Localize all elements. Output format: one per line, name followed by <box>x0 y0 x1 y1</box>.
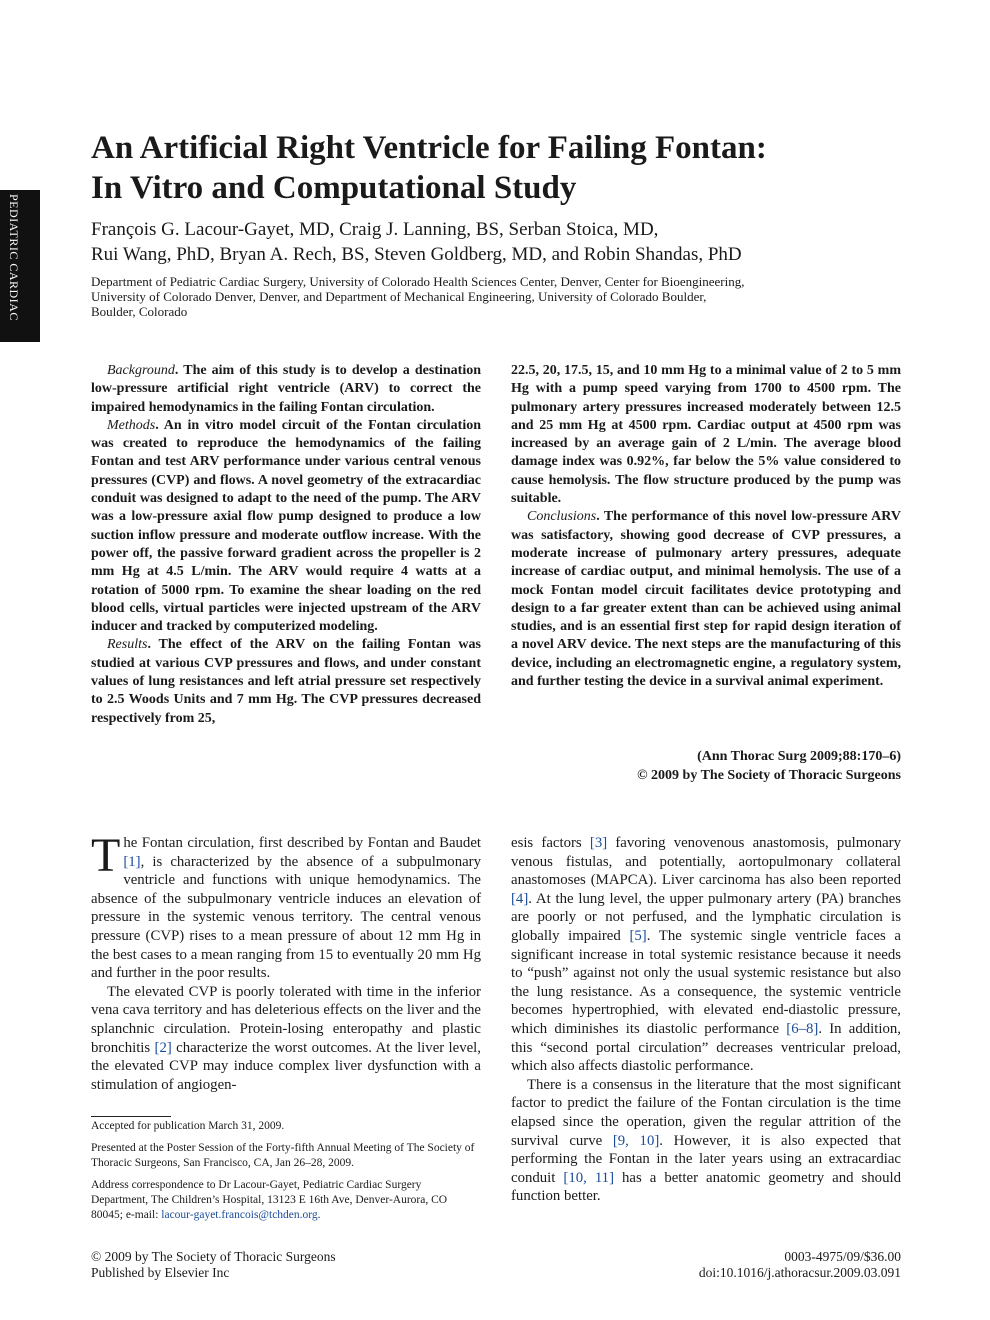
body-p2-text-a: The elevated CVP is poorly tolerated with time in the inferior vena cava territory and has deleterious effects on the liver and the splanchnic circulation. Protein-losing enteropathy and plastic bronchitis <box>91 983 481 1056</box>
body-r1-text-a: esis factors <box>511 835 590 851</box>
body-paragraph-2-continued <box>511 834 901 1076</box>
body-right-column <box>511 834 901 1206</box>
background-label: Background <box>107 363 175 378</box>
body-r1-text-b: favoring venovenous anastomosis, pulmonary venous fistulas, and potentially, aortopulmonary collateral anastomoses (MAPCA). Liver carcinoma has also been reported <box>511 835 901 889</box>
body-r2-text-b: . However, it is also expected that performing the Fontan in the later years using an extracardiac conduit <box>511 1132 901 1186</box>
footnote-address-end: . <box>317 1209 321 1221</box>
citation-block <box>511 748 901 785</box>
footer-copyright: © 2009 by The Society of Thoracic Surgeons <box>91 1249 336 1264</box>
reference-link-7[interactable]: [9, 10] <box>612 1132 660 1149</box>
body-p1-text-a: he Fontan circulation, first described by Fontan and Baudet <box>123 835 481 851</box>
footer-issn: 0003-4975/09/$36.00 <box>784 1249 901 1264</box>
methods-label: Methods <box>107 417 156 433</box>
body-paragraph-1 <box>91 829 481 983</box>
body-r1-text-d: . The systemic single ventricle faces a significant increase in total systemic resistance because it needs to “push” against not only the usual systemic resistance but also the lung resistance. As a consequence, the systemic ventricle becomes hypertrophied, with elevated end-diastolic pressure, which diminishes its diastolic performance <box>511 927 902 1037</box>
conclusions-text: . The performance of this novel low-pressure ARV was satisfactory, showing good decrease of CVP pressures, a moderate increase of pulmonary artery pressures, adequate increase of cardiac output, and minimal hemolysis. The use of a mock Fontan model circuit facilitates device prototyping and design to a far greater extent than can be achieved using animal studies, and is an essential first step for rapid design iteration of a novel ARV device. The next steps are the manufacturing of this device, including an electromagnetic engine, a regulatory system, and further testing the device in a survival animal experiment. <box>511 509 901 690</box>
abstract-background <box>91 362 481 417</box>
reference-link-3[interactable]: [3] <box>589 835 608 851</box>
article-title <box>91 128 911 208</box>
methods-text: . An in vitro model circuit of the Fontan circulation was created to reproduce the hemodynamics of the failing Fontan and test ARV performance under various central venous pressures (CVP) and flows. A novel geometry of the extracardiac conduit was designed to adapt to the need of the pump. The ARV was a low-pressure axial flow pump designed to produce a low suction inflow pressure and moderate outflow increase. With the power off, the passive forward gradient across the propeller is 2 mm Hg at 4.5 L/min. The ARV would require 4 watts at a rotation of 5000 rpm. To examine the shear loading on the red blood cells, virtual particles were injected upstream of the ARV inducer and tracked by computerized modeling. <box>91 417 481 635</box>
abstract-methods <box>91 417 481 637</box>
affiliation-line-2: University of Colorado Denver, Denver, and Department of Mechanical Engineering, University of Colorado Boulder, <box>91 289 707 304</box>
page-footer-right <box>511 1249 901 1281</box>
body-r1-text-e: . In addition, this “second portal circulation” decreases ventricular preload, which also affects diastolic performance. <box>511 1020 901 1075</box>
body-r2-text-a: There is a consensus in the literature that the most significant factor to predict the failure of the Fontan circulation is the time elapsed since the operation, given the regular attrition of the survival curve <box>511 1076 901 1149</box>
background-text: . The aim of this study is to develop a destination low-pressure artificial right ventricle (ARV) to correct the impaired hemodynamics in the failing Fontan circulation. <box>91 363 481 415</box>
reference-link-5[interactable]: [5] <box>629 927 647 944</box>
authors-line-2: Rui Wang, PhD, Bryan A. Rech, BS, Steven Goldberg, MD, and Robin Shandas, PhD <box>91 244 742 265</box>
footer-doi[interactable]: doi:10.1016/j.athoracsur.2009.03.091 <box>698 1265 901 1280</box>
footnote-address-text: Address correspondence to Dr Lacour-Gayet, Pediatric Cardiac Surgery Department, The Children’s Hospital, 13123 E 16th Ave, Denver-Aurora, CO 80045; e-mail: <box>91 1179 448 1221</box>
abstract-right-column <box>511 362 901 691</box>
email-link[interactable]: lacour-gayet.francois@tchden.org <box>161 1209 318 1221</box>
footnote-presented: Presented at the Poster Session of the Forty-fifth Annual Meeting of The Society of Thoracic Surgeons, San Francisco, CA, Jan 26–28, 2009. <box>91 1142 475 1169</box>
reference-link-6[interactable]: [6–8] <box>786 1020 819 1037</box>
results-label: Results <box>107 637 148 653</box>
footnote-accepted: Accepted for publication March 31, 2009. <box>91 1120 285 1132</box>
page-footer-left <box>91 1249 491 1281</box>
abstract-results-continued: 22.5, 20, 17.5, 15, and 10 mm Hg to a minimal value of 2 to 5 mm Hg with a pump speed varying from 1700 to 4500 rpm. The pulmonary artery pressures increased moderately between 12.5 and 25 mm Hg at 4500 rpm. Cardiac output at 4500 rpm was increased by an average gain of 2 L/min. The average blood damage index was 0.92%, far below the 5% value considered to cause hemolysis. The flow structure produced by the pump was suitable. <box>511 363 901 507</box>
body-r2-text-c: has a better anatomic geometry and should function better. <box>511 1169 901 1205</box>
conclusions-label: Conclusions <box>527 509 597 525</box>
footnote-address <box>91 1178 481 1223</box>
body-p2-text-b: characterize the worst outcomes. At the liver level, the elevated CVP may induce complex liver dysfunction with a stimulation of angiogen- <box>91 1039 481 1093</box>
abstract-conclusions <box>511 508 901 691</box>
reference-link-4[interactable]: [4] <box>511 890 529 907</box>
authors-line-1: François G. Lacour-Gayet, MD, Craig J. Lanning, BS, Serban Stoica, MD, <box>91 219 659 240</box>
affiliation-line-1: Department of Pediatric Cardiac Surgery, University of Colorado Health Sciences Center, Denver, Center for Bioengineering, <box>91 274 745 289</box>
reference-link-1[interactable]: [1] <box>123 853 141 870</box>
abstract-results <box>91 636 481 727</box>
abstract-left-column <box>91 362 481 728</box>
title-line-1: An Artificial Right Ventricle for Failing Fontan: <box>91 130 767 166</box>
body-paragraph-3 <box>511 1076 901 1206</box>
affiliations <box>91 274 911 319</box>
affiliation-line-3: Boulder, Colorado <box>91 304 188 319</box>
body-left-column <box>91 829 481 1094</box>
author-list <box>91 217 911 267</box>
body-p1-text-b: , is characterized by the absence of a subpulmonary ventricle and functions with unique hemodynamics. The absence of the subpulmonary ventricle induces an elevation of pressure in the systemic venous territory. The central venous pressure (CVP) rises to a mean pressure of about 12 mm Hg in the best cases to a mean ranging from 15 to eventually 20 mm Hg and further in the poor results. <box>91 853 481 982</box>
drop-cap: T <box>91 829 121 882</box>
reference-link-8[interactable]: [10, 11] <box>563 1169 615 1186</box>
footnote-rule <box>91 1116 171 1117</box>
footer-publisher: Published by Elsevier Inc <box>91 1265 230 1280</box>
footnotes <box>91 1119 481 1230</box>
journal-citation: (Ann Thorac Surg 2009;88:170–6) <box>697 749 901 764</box>
abstract-copyright: © 2009 by The Society of Thoracic Surgeons <box>637 767 901 783</box>
body-paragraph-2 <box>91 983 481 1095</box>
section-tab-label: PEDIATRIC CARDIAC <box>7 194 21 321</box>
reference-link-2[interactable]: [2] <box>154 1039 172 1056</box>
section-tab <box>0 190 40 342</box>
body-r1-text-c: . At the lung level, the upper pulmonary artery (PA) branches are poorly or not perfused, and the lymphatic circulation is globally impaired <box>511 890 901 944</box>
results-text-left: . The effect of the ARV on the failing Fontan was studied at various CVP pressures and flows, and under constant values of lung resistances and left atrial pressure set respectively to 2.5 Woods Units and 7 mm Hg. The CVP pressures decreased respectively from 25, <box>91 637 481 726</box>
title-line-2: In Vitro and Computational Study <box>91 170 577 206</box>
